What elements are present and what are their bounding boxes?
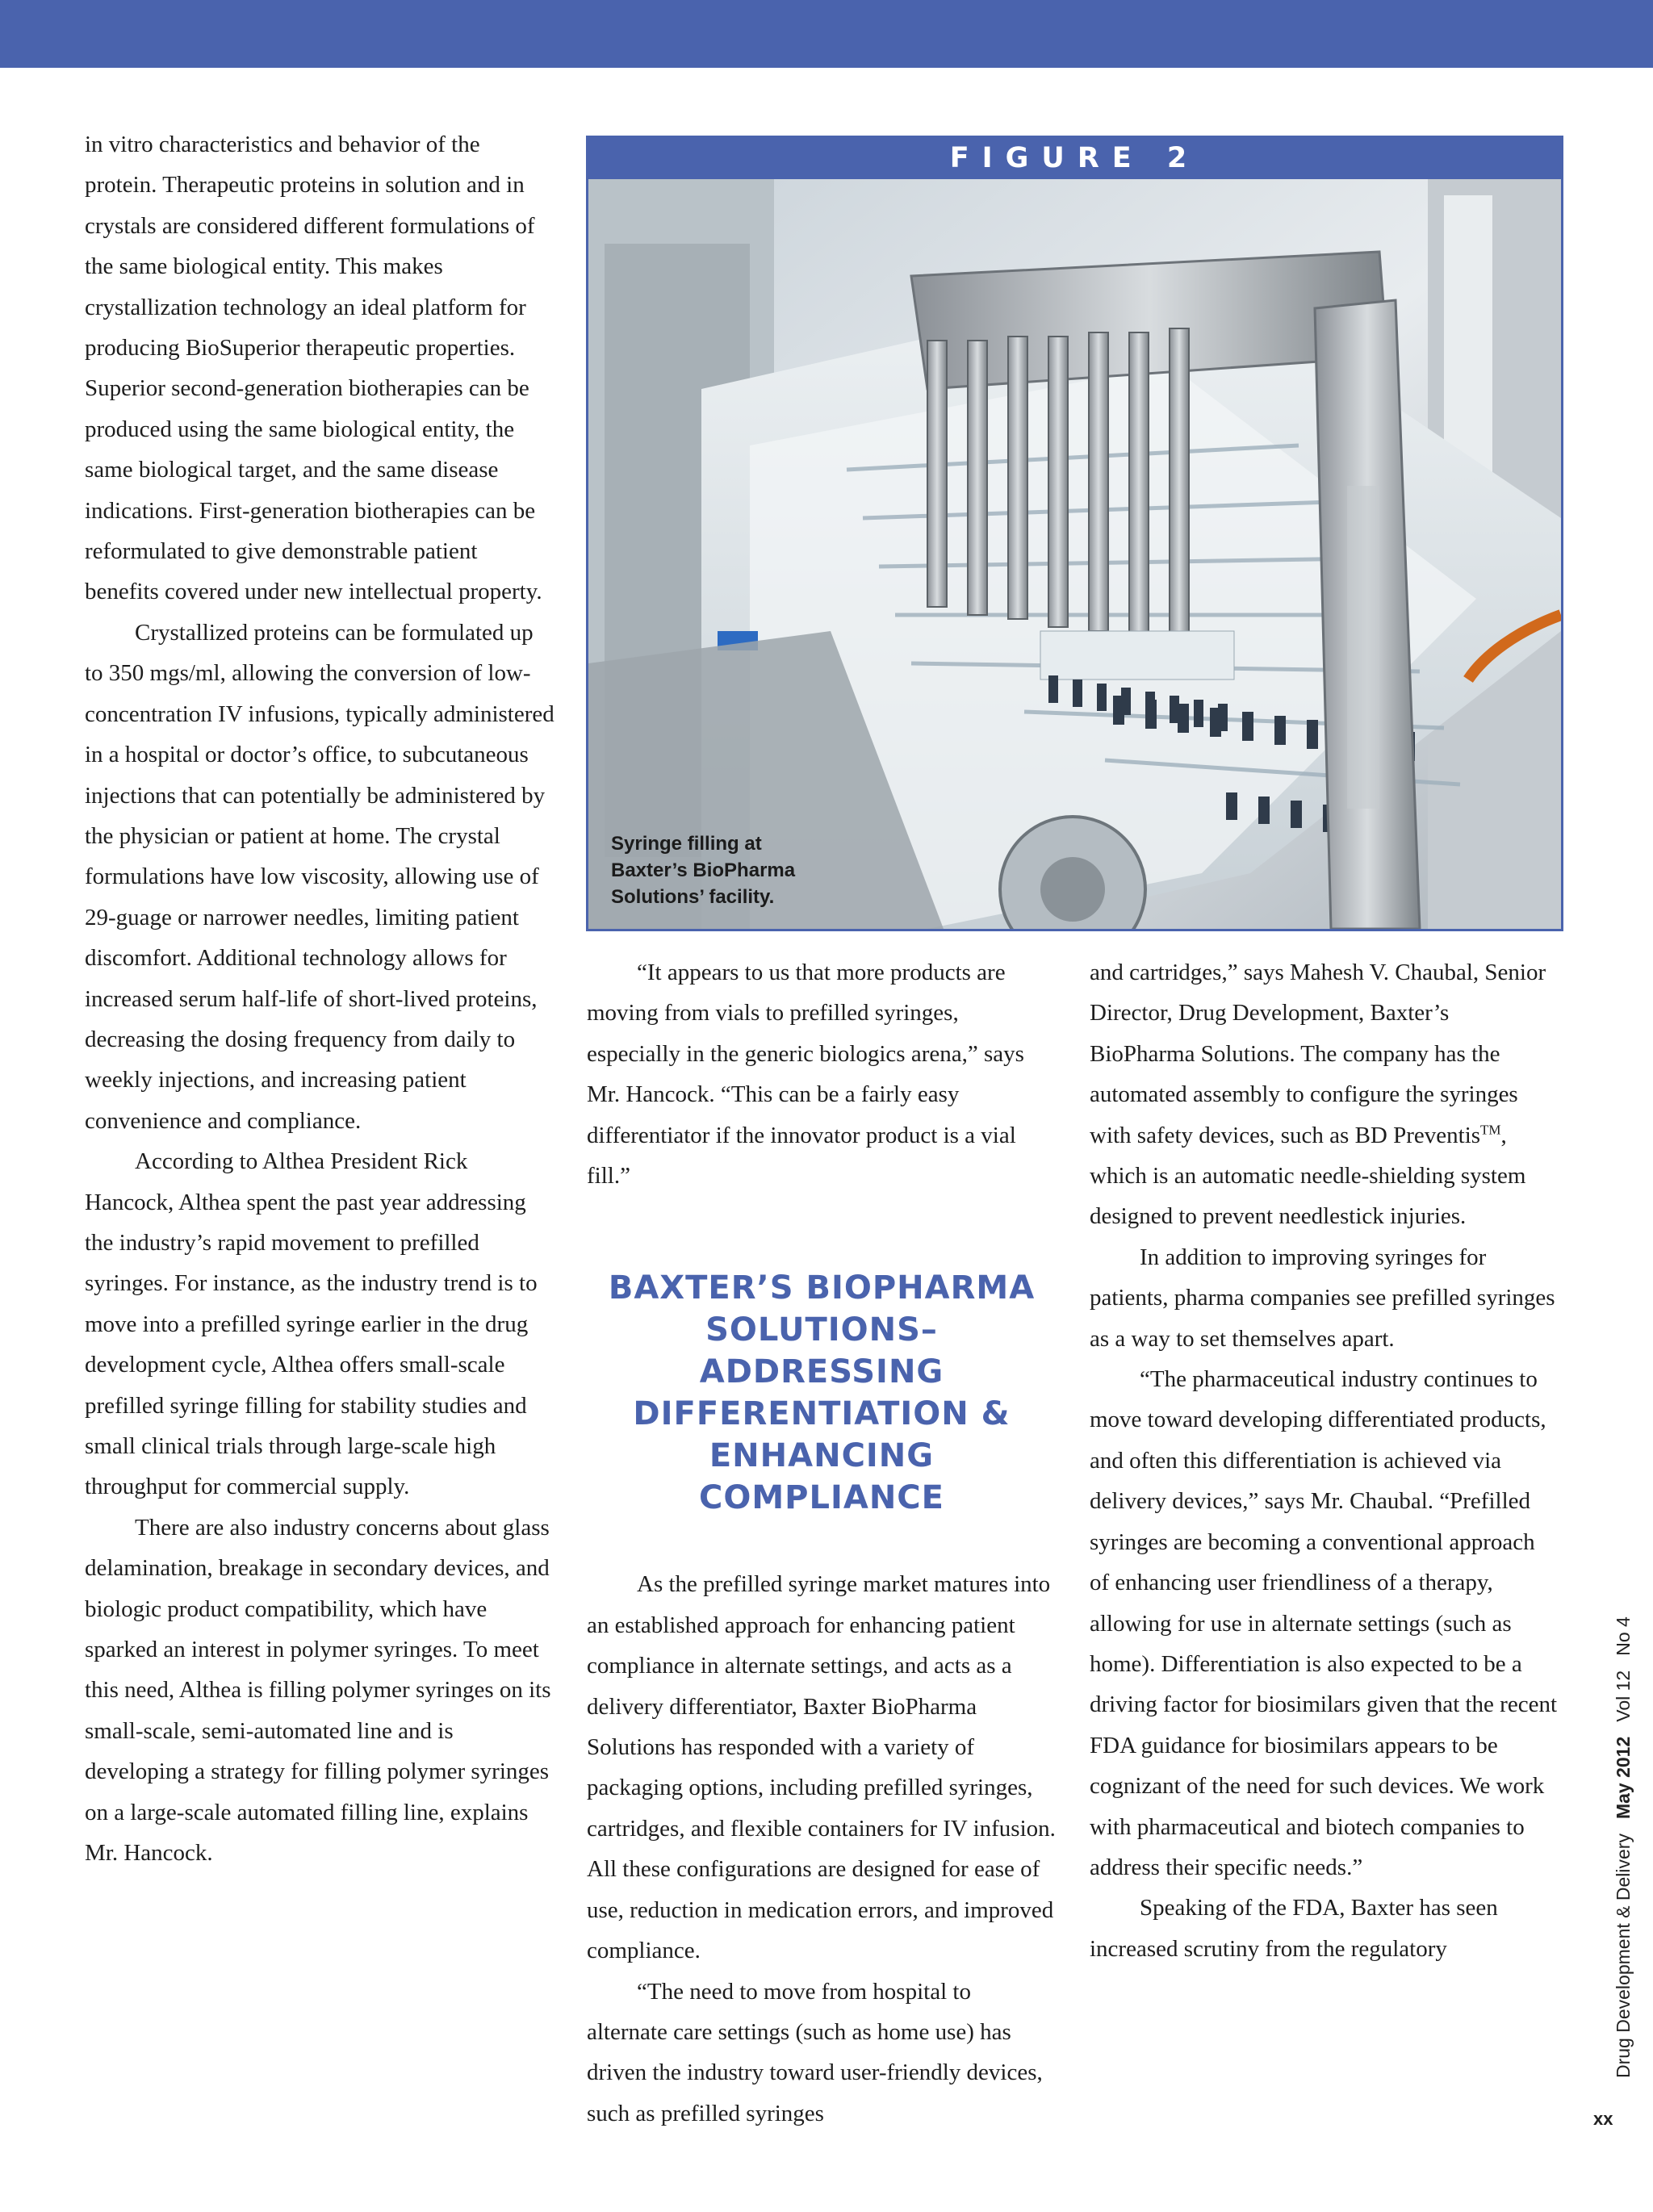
article-column-1 [85,124,554,1873]
paragraph: “The pharmaceutical industry continues to move toward developing differentiated products, and often this differentiation is achieved via delivery devices,” says Mr. Chaubal. “Prefilled syringes are becoming a conventional approach of enhancing user friendliness of a therapy, allowing for use in alternate settings (such as home). Differentiation is also expected to be a driving factor for biosimilars given that the recent FDA guidance for biosimilars appears to be cognizant of the need for such devices. We work with pharmaceutical and biotech companies to address their specific needs.” [1090,1366,1558,1880]
article-column-3 [1090,952,1558,1969]
header-band [0,0,1653,68]
page-number: xx [1593,2109,1613,2129]
figure-2 [586,136,1563,931]
text: and cartridges,” says Mahesh V. Chaubal, Senior Director, Drug Development, Baxter’s BioPharma Solutions. The company has the automated assembly to configure the syringes with safety devices, such as BD Preventis [1090,960,1546,1148]
paragraph: “It appears to us that more products are moving from vials to prefilled syringes, especially in the generic biologics arena,” says Mr. Hancock. “This can be a fairly easy differentiator if the innovator product is a vial fill.” [587,960,1024,1190]
section-heading [587,1267,1057,1519]
heading-line: DIFFERENTIATION & [633,1395,1011,1433]
article-column-2 [587,952,1057,2134]
paragraph: As the prefilled syringe market matures into an established approach for enhancing patient compliance in alternate settings, and acts as a delivery differentiator, Baxter BioPharma Solutions has responded with a variety of packaging options, including prefilled syringes, cartridges, and flexible containers for IV infusion. All these configurations are designed for ease of use, reduction in medication errors, and improved compliance. [587,1571,1056,1964]
caption-line: Baxter’s BioPharma [611,859,796,881]
paragraph: Speaking of the FDA, Baxter has seen increased scrutiny from the regulatory [1090,1895,1498,1962]
figure-caption [611,830,845,910]
paragraph: “The need to move from hospital to alternate care settings (such as home use) has driven the industry toward user-friendly devices, such as prefilled syringes [587,1978,1043,2126]
paragraph: in vitro characteristics and behavior of the protein. Therapeutic proteins in solution and in crystals are considered different formulations of the same biological entity. This makes crystallization technology an ideal platform for producing BioSuperior therapeutic properties. Superior second-generation biotherapies can be produced using the same biological entity, the same biological target, and the same disease indications. First-generation biotherapies can be reformulated to give demonstrable patient benefits covered under new intellectual property. [85,132,542,605]
issue-number: No 4 [1613,1616,1634,1656]
caption-line: Syringe filling at [611,833,762,855]
caption-line: Solutions’ facility. [611,886,775,908]
figure-title: FIGURE 2 [588,138,1561,179]
heading-line: BAXTER’S BIOPHARMA [608,1269,1036,1307]
heading-line: ENHANCING COMPLIANCE [699,1437,944,1517]
paragraph: There are also industry concerns about glass delamination, breakage in secondary devices, and biologic product compatibility, which have sparked an interest in polymer syringes. To meet this need, Althea is filling polymer syringes on its small-scale, semi-automated line and is developing a strategy for filling polymer syringes on a large-scale automated filling line, explains Mr. Hancock. [85,1514,551,1867]
paragraph: Crystallized proteins can be formulated up to 350 mgs/ml, allowing the conversion of low-concentration IV infusions, typically administered in a hospital or doctor’s office, to subcutaneous injections that can potentially be administered by the physician or patient at home. The crystal formulations have low viscosity, allowing use of 29-guage or narrower needles, limiting patient discomfort. Additional technology allows for increased serum half-life of short-lived proteins, decreasing the dosing frequency from daily to weekly injections, and increasing patient convenience and compliance. [85,619,554,1134]
paragraph: According to Althea President Rick Hancock, Althea spent the past year addressing the industry’s rapid movement to prefilled syringes. For instance, as the industry trend is to move into a prefilled syringe earlier in the drug development cycle, Althea offers small-scale prefilled syringe filling for stability studies and small clinical trials through large-scale high throughput for commercial supply. [85,1148,538,1500]
text: , which is an automatic needle-shielding system designed to prevent needlestick injuries. [1090,1122,1526,1230]
issue-date: May 2012 [1613,1736,1634,1820]
trademark-mark: TM [1480,1121,1501,1137]
syringe-filling-photo [588,179,1561,929]
volume: Vol 12 [1613,1670,1634,1722]
paragraph: In addition to improving syringes for patients, pharma companies see prefilled syringes as a way to set themselves apart. [1090,1244,1555,1352]
paragraph [1090,952,1558,1237]
heading-line: SOLUTIONS–ADDRESSING [699,1311,944,1391]
journal-name: Drug Development & Delivery [1613,1834,1634,2078]
